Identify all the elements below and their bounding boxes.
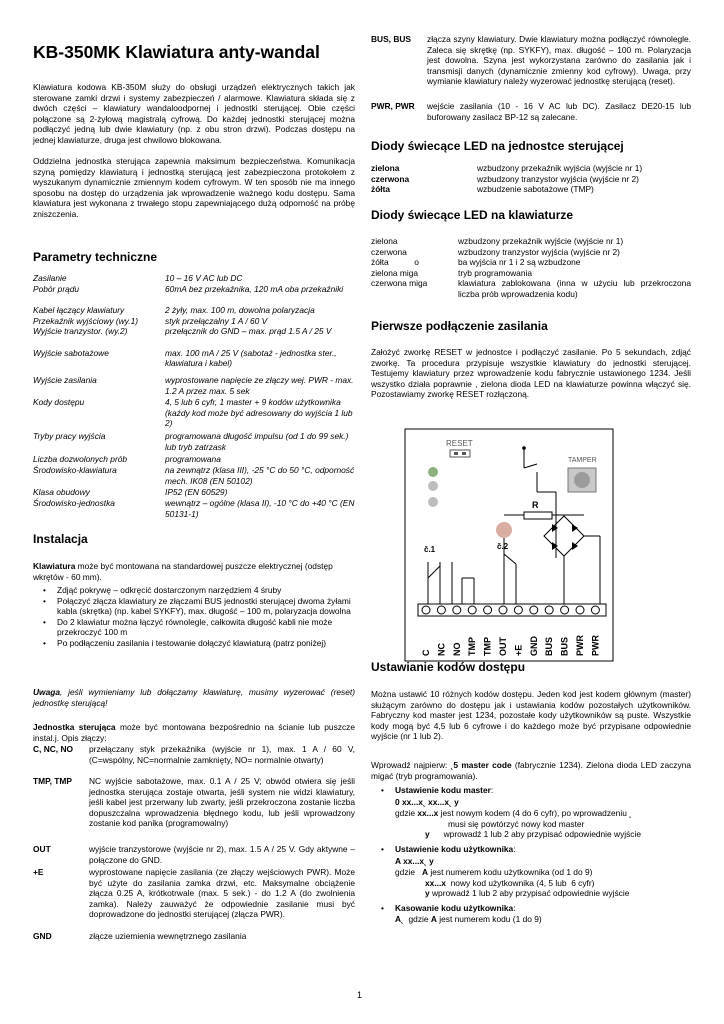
terminal-name: BUS, BUS xyxy=(371,34,412,44)
install-bullet: • Połączyć złącza klawiatury ze złączami BUS jednostki sterującej dwoma żyłami kabla (skrętka) (np. kabel SYKFY), max. długość – 100 m, polaryzacja dowolna xyxy=(33,596,355,617)
resistor-icon xyxy=(524,512,552,519)
terminal-screw-icon xyxy=(545,606,553,614)
keyboard-mount-text: Klawiatura może być montowana na standardowej puszcze elektrycznej (odstęp wkrętów - 60 mm). xyxy=(33,561,333,582)
led-kb-heading: Diody świecące LED na klawiaturze xyxy=(371,208,574,222)
terminal-screw-icon xyxy=(484,606,492,614)
terminal-label: NO xyxy=(451,642,462,656)
terminal-name: PWR, PWR xyxy=(371,101,415,111)
terminal-screw-icon xyxy=(530,606,538,614)
codes-heading: Ustawianie kodów dostępu xyxy=(371,660,526,674)
rectifier-bridge-icon xyxy=(544,516,584,556)
install-bullet: • Po podłączeniu zasilania i testowanie dołączyć klawiaturą (patrz poniżej) xyxy=(33,638,355,649)
output1-label: č.1 xyxy=(424,545,436,554)
terminal-label: NC xyxy=(436,643,447,656)
terminal-screw-icon xyxy=(576,606,584,614)
transistor-icon xyxy=(496,522,512,538)
install-heading: Instalacja xyxy=(33,532,88,546)
first-power-text: Założyć zworkę RESET w jednostce i podłączyć zasilanie. Po 5 sekundach, zdjąć zworkę. Ta procedura przypisuje wszystkie klawiatury do jednostki sterującej. Testujemy klawiatury przez wprowadzenie kodu fabrycznie ustawionego 1234. Jeśli wszystko działa poprawnie , zielona dioda LED na klawiaturze powinna włączyć się. Pozostawiamy zworkę RESET rozłączoną. xyxy=(371,347,691,400)
reset-label: RESET xyxy=(446,439,473,448)
master-code-desc: musi się powtórzyć nowy kod master xyxy=(448,818,585,829)
terminal-name: OUT xyxy=(33,844,51,854)
params-heading: Parametry techniczne xyxy=(33,250,158,264)
master-code-desc: y wprowadź 1 lub 2 aby przypisać odpowiednie wyjście xyxy=(425,829,642,840)
terminal-name: +E xyxy=(33,867,44,877)
led-unit-heading: Diody świecące LED na jednostce sterującej xyxy=(371,139,624,153)
unit-mount-text: Jednostka sterująca może być montowana bezpośrednio na ścianie lub puszcze instal.j. Opis złączy: xyxy=(33,722,355,743)
delete-code-desc: A˛ gdzie A jest numerem kodu (1 do 9) xyxy=(395,914,542,924)
install-bullets xyxy=(33,585,355,649)
terminal-label: OUT xyxy=(498,637,508,656)
reset-note: Uwaga, jeśli wymieniamy lub dołączamy klawiaturę, musimy wyzerować (reset) jednostkę sterującą! xyxy=(33,687,355,708)
terminal-screw-icon xyxy=(453,606,461,614)
terminal-label: BUS xyxy=(544,636,555,656)
terminal-name: C, NC, NO xyxy=(33,744,74,754)
master-code-desc: gdzie xx...x jest nowym kodem (4 do 6 cyfr), po wprowadzeniu ˛ xyxy=(395,808,632,818)
codes-paragraph: Można ustawić 10 różnych kodów dostępu. Jeden kod jest kodem głównym (master) służącym zarówno do dostępu jak i ustawiania kodów pozostałych użytkowników. Fabryczny kod master jest 1234, pozostałe kody użytkowników są puste. Wszystkie kody mogą być 4,5 lub 6 cyfrowe i do każdego może być przypisane odpowiednie wyjście (nr 1 lub 2). xyxy=(371,689,691,742)
yellow-led-icon xyxy=(428,481,438,491)
terminal-label: TMP xyxy=(482,637,493,656)
first-power-heading: Pierwsze podłączenie zasilania xyxy=(371,319,548,333)
terminal-label: PWR xyxy=(575,635,585,656)
terminal-label: GND xyxy=(528,636,539,656)
user-code-desc: gdzie A jest numerem kodu użytkownika (od 1 do 9) xyxy=(395,867,593,877)
page-number: 1 xyxy=(357,990,363,1000)
terminal-label: +E xyxy=(513,644,524,656)
intro-paragraph-2: Oddzielna jednostka sterująca zapewnia maksimum bezpieczeństwa. Komunikacja szyną pomiędzy klawiaturą i jednostką sterującą jest zabezpieczona protokołem z wyszukanym dynamicznie zmiennym kodem cyfrowym. W ten sposób nie ma innego sposobu na dostęp do urządzenia jak wprowadzenie ważnego kodu dostępu. Sama klawiatura jest wykonana z trwałego stopu zapewniającego dużą odporność na próbę zniszczenia. xyxy=(33,156,355,219)
output2-label: č.2 xyxy=(497,542,509,551)
terminal-screw-icon xyxy=(468,606,476,614)
terminal-label: C xyxy=(421,649,431,656)
delete-code-title: • Kasowanie kodu użytkownika: xyxy=(381,903,516,913)
reset-jumper xyxy=(450,450,470,457)
codes-programming-text: Wprowadź najpierw: ˛5 master code (fabrycznie 1234). Zielona dioda LED zaczyna migać (tryb programowania). xyxy=(371,760,691,781)
master-code-title: • Ustawienie kodu master: xyxy=(381,785,494,795)
install-bullet: • Do 2 klawiatur można łączyć równolegle, całkowita długość kabli nie może przekroczyć 100 m xyxy=(33,617,355,638)
user-code-desc: y wprowadź 1 lub 2 aby przypisać odpowiednie wyjście xyxy=(425,888,630,899)
user-code-desc: xx...x nowy kod użytkownika (4, 5 lub 6 cyfr) xyxy=(425,877,595,888)
wiring-diagram xyxy=(404,428,614,662)
terminal-label: TMP xyxy=(467,637,478,656)
install-bullet: • Zdjąć pokrywę – odkręcić dostarczonym narzędziem 4 śruby xyxy=(33,585,355,596)
terminal-screw-icon xyxy=(499,606,507,614)
tamper-label: TAMPER xyxy=(568,457,597,464)
terminal-screw-icon xyxy=(561,606,569,614)
terminal-name: TMP, TMP xyxy=(33,776,72,786)
terminal-label: BUS xyxy=(559,636,570,656)
intro-paragraph-1: Klawiatura kodowa KB-350M służy do obsługi urządzeń elektrycznych takich jak sterowane zamki drzwi i systemy zabezpieczeń / alarmowe. Klawiatura składa się z dwóch części – klawiatury wandaloodpornej i jednostki sterującej. Obie części połączone są 2-żyłową magistralą cyfrową. Do każdej jednostki sterującej można podłączyć jedną lub dwie klawiatury (np. z obu stron drzwi). Podczas dostępu na jednej klawiaturze, druga jest chwilowo blokowana. xyxy=(33,82,355,145)
terminal-screw-icon xyxy=(514,606,522,614)
document-title: KB-350MK Klawiatura anty-wandal xyxy=(33,42,320,62)
red-led-icon xyxy=(428,497,438,507)
master-code-sequence: 0 xx...x˛ xx...x˛ y xyxy=(395,797,459,807)
user-code-title: • Ustawienie kodu użytkownika: xyxy=(381,844,516,854)
terminal-screw-icon xyxy=(422,606,430,614)
terminal-label: PWR xyxy=(590,635,601,656)
terminal-screw-icon xyxy=(591,606,599,614)
green-led-icon xyxy=(428,467,438,477)
user-code-sequence: A xx...x˛ y xyxy=(395,856,434,866)
resistor-label: R xyxy=(532,500,539,510)
terminal-name: GND xyxy=(33,931,52,941)
terminal-screw-icon xyxy=(437,606,445,614)
